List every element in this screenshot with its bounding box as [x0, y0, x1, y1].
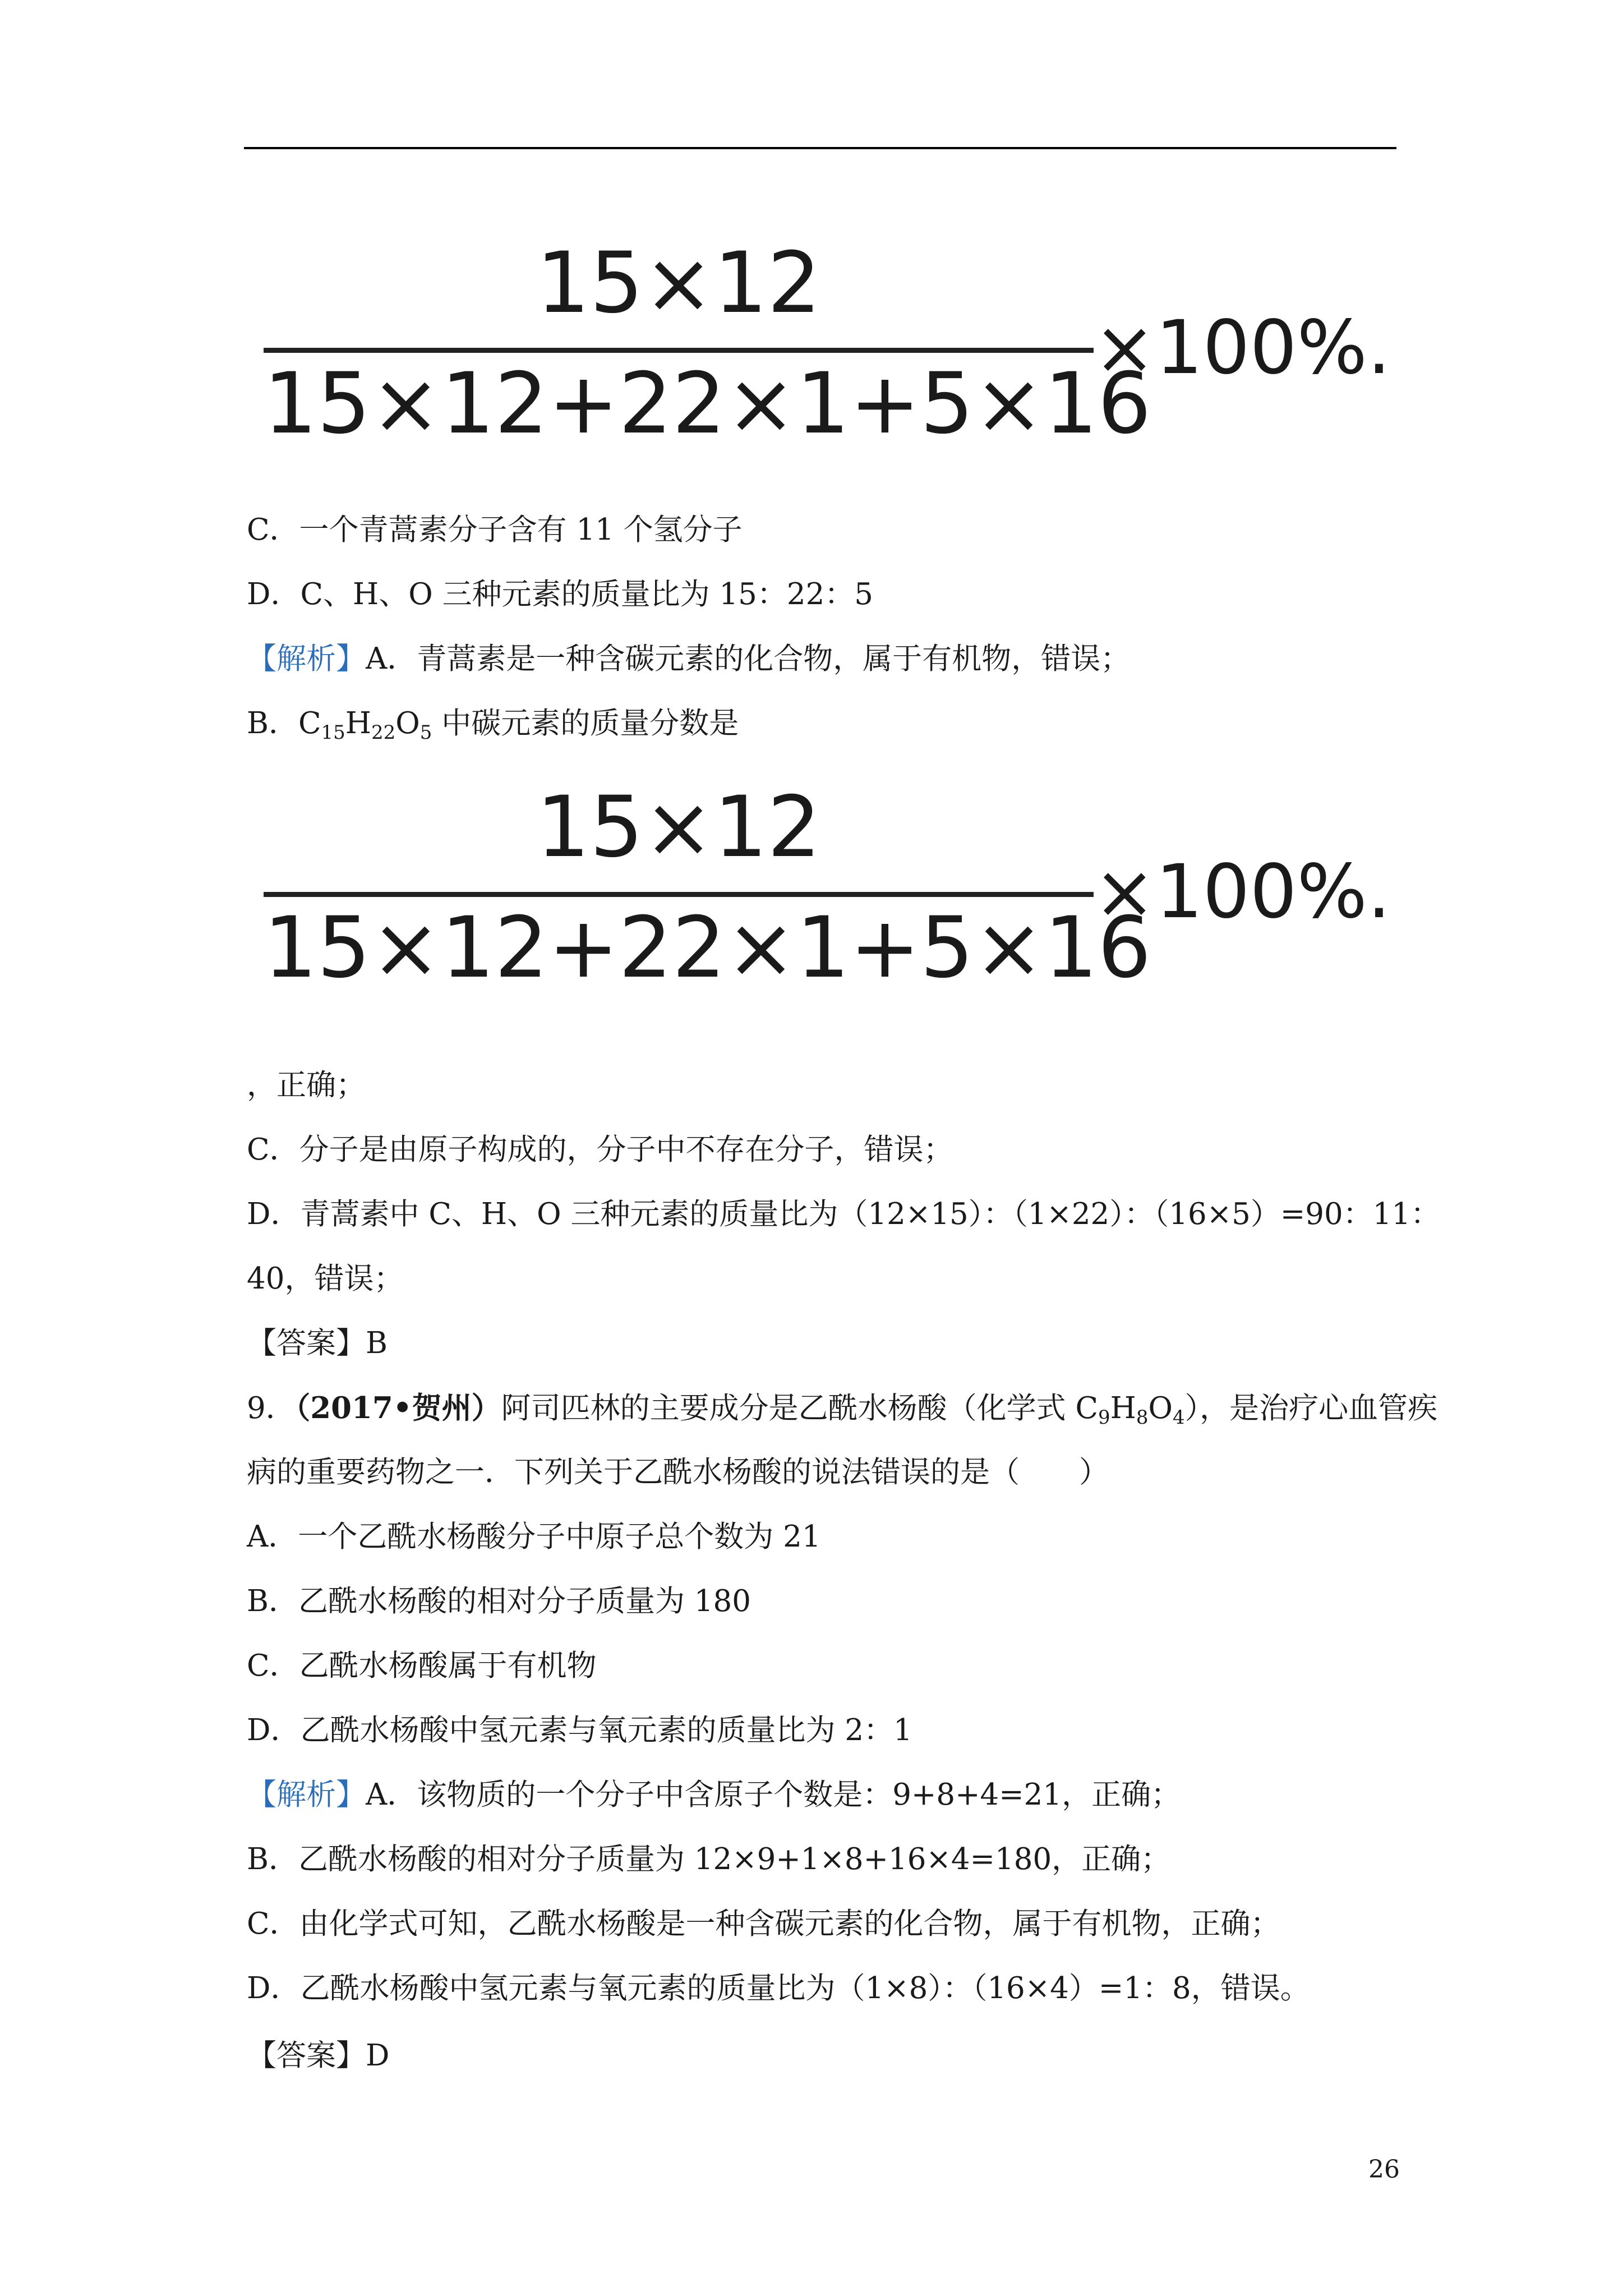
analysis-tag: 【解析】 [247, 1778, 366, 1812]
analysis-d-question-8: D．青蒿素中 C、H、O 三种元素的质量比为（12×15）：（1×22）：（16×5）=90：11： [247, 1197, 1441, 1231]
answer-question-8: 【答案】B [247, 1326, 388, 1360]
option-a-question-9: A．一个乙酰水杨酸分子中原子总个数为 21 [247, 1520, 821, 1554]
analysis-a-question-9: 【解析】A．该物质的一个分子中含原子个数是：9+8+4=21，正确； [247, 1778, 1181, 1812]
analysis-d-continued: 40，错误； [247, 1262, 404, 1296]
option-d-question-9: D．乙酰水杨酸中氢元素与氧元素的质量比为 2：1 [247, 1713, 912, 1747]
formula-carbon-fraction [264, 234, 1408, 453]
option-c-question-8: C．一个青蒿素分子含有 11 个氢分子 [247, 513, 743, 547]
analysis-d-question-9: D．乙酰水杨酸中氢元素与氧元素的质量比为（1×8）：（16×4）=1：8，错误。 [247, 1971, 1310, 2005]
question-9-stem: 9．（2017•贺州）阿司匹林的主要成分是乙酰水杨酸（化学式 $C_9H_8O_4$），是治疗心血管疾 [247, 1391, 1438, 1429]
analysis-a-question-8: 【解析】A．青蒿素是一种含碳元素的化合物，属于有机物，错误； [247, 642, 1131, 676]
question-source: （2017•贺州） [295, 1391, 501, 1425]
formula-numerator: 15×12 [536, 779, 821, 876]
analysis-c-question-9: C．由化学式可知，乙酰水杨酸是一种含碳元素的化合物，属于有机物，正确； [247, 1907, 1280, 1941]
formula-denominator: 15×12+22×1+5×16 [264, 899, 1151, 997]
analysis-b-result: ，正确； [247, 1068, 366, 1102]
analysis-b-question-9: B．乙酰水杨酸的相对分子质量为 12×9+1×8+16×4=180，正确； [247, 1842, 1171, 1876]
formula-multiplier: ×100%. [1094, 305, 1391, 391]
fraction-bar [264, 892, 1094, 897]
answer-question-9: 【答案】D [247, 2039, 390, 2073]
formula-numerator: 15×12 [536, 234, 821, 332]
formula-multiplier: ×100%. [1094, 849, 1391, 935]
option-c-question-9: C．乙酰水杨酸属于有机物 [247, 1649, 597, 1683]
page-number: 26 [1368, 2155, 1400, 2184]
fraction-bar [264, 348, 1094, 353]
header-rule [244, 147, 1396, 149]
formula-carbon-fraction-2 [264, 779, 1408, 997]
analysis-b-question-8: B．$C_{15}H_{22}O_5$ 中碳元素的质量分数是 [247, 706, 739, 744]
question-9-stem-continued: 病的重要药物之一．下列关于乙酰水杨酸的说法错误的是（ ） [247, 1455, 1109, 1489]
option-b-question-9: B．乙酰水杨酸的相对分子质量为 180 [247, 1584, 751, 1618]
formula-denominator: 15×12+22×1+5×16 [264, 355, 1151, 453]
analysis-tag: 【解析】 [247, 642, 366, 676]
analysis-c-question-8: C．分子是由原子构成的，分子中不存在分子，错误； [247, 1133, 953, 1167]
option-d-question-8: D．C、H、O 三种元素的质量比为 15：22：5 [247, 577, 874, 611]
